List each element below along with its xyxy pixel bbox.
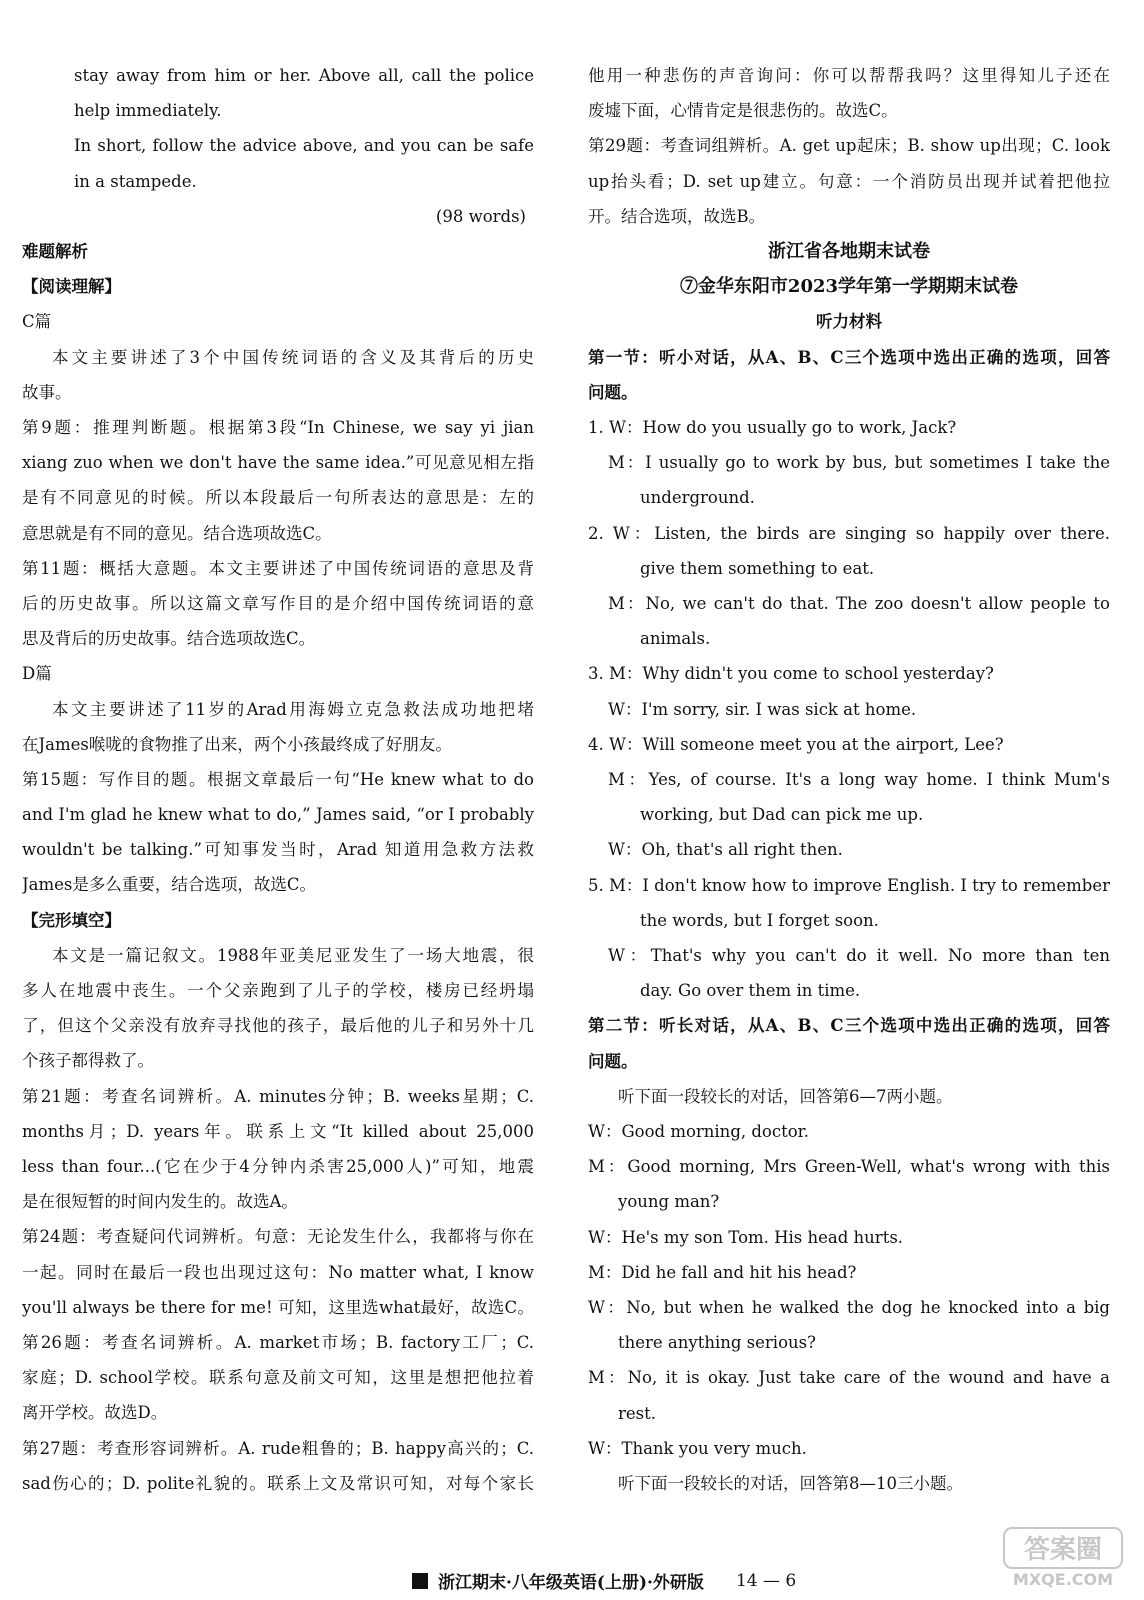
right-column-line: 听下面一段较长的对话，回答第6—7两小题。 bbox=[618, 1086, 953, 1106]
left-column-line: 【阅读理解】 bbox=[22, 277, 121, 297]
right-column-line: 第二节：听长对话，从A、B、C三个选项中选出正确的选项，回答 bbox=[588, 1016, 1110, 1036]
right-column-line: M：Did he fall and hit his head? bbox=[588, 1262, 857, 1282]
right-column-line: M：I usually go to work by bus, but sometimes I take the bbox=[608, 453, 1110, 473]
left-column-line: 第21题：考查名词辨析。A. minutes分钟；B. weeks星期；C. bbox=[22, 1086, 534, 1106]
left-column-line: 离开学校。故选D。 bbox=[22, 1403, 168, 1423]
right-column-line: W：Thank you very much. bbox=[588, 1438, 807, 1458]
left-column-line: less than four...(它在少于4分钟内杀害25,000人)”可知，地震 bbox=[22, 1157, 534, 1177]
left-column-line: 第15题：写作目的题。根据文章最后一句“He knew what to do bbox=[22, 769, 534, 789]
left-column-line: D篇 bbox=[22, 664, 52, 684]
left-column-line: help immediately. bbox=[74, 101, 222, 121]
left-column-line: 一起。同时在最后一段也出现过这句：No matter what, I know bbox=[22, 1262, 534, 1282]
page-footer bbox=[412, 1568, 796, 1593]
right-column-line: W：He's my son Tom. His head hurts. bbox=[588, 1227, 904, 1247]
right-column-line: 问题。 bbox=[588, 1051, 638, 1071]
left-column-line: months月；D. years年。联系上文“It killed about 25,000 bbox=[22, 1121, 534, 1141]
left-column-line: 第27题：考查形容词辨析。A. rude粗鲁的；B. happy高兴的；C. bbox=[22, 1438, 534, 1458]
left-column-line: 第9题：推理判断题。根据第3段“In Chinese, we say yi jian bbox=[22, 417, 534, 437]
left-column-line: 第11题：概括大意题。本文主要讲述了中国传统词语的意思及背 bbox=[22, 558, 534, 578]
right-column-line: M：Yes, of course. It's a long way home. I think Mum's bbox=[608, 769, 1110, 789]
page-number: 14 — 6 bbox=[735, 1570, 797, 1591]
right-column-line: 5. M：I don't know how to improve English. I try to remember bbox=[588, 875, 1110, 895]
left-column-line: xiang zuo when we don't have the same idea.”可见意见相左指 bbox=[22, 453, 534, 473]
left-column-line: 在James喉咙的食物推了出来，两个小孩最终成了好朋友。 bbox=[22, 734, 452, 754]
right-column-line: M：No, it is okay. Just take care of the wound and have a bbox=[588, 1368, 1110, 1388]
right-column-line: 第29题：考查词组辨析。A. get up起床；B. show up出现；C. look bbox=[588, 136, 1110, 156]
right-column-line: give them something to eat. bbox=[640, 558, 875, 578]
left-column-line: in a stampede. bbox=[74, 171, 197, 191]
left-column-line: 思及背后的历史故事。结合选项故选C。 bbox=[22, 629, 316, 649]
left-column-line: 了，但这个父亲没有放弃寻找他的孩子，最后他的儿子和另外十几 bbox=[22, 1016, 534, 1036]
left-column-line: 意思就是有不同的意见。结合选项故选C。 bbox=[22, 523, 332, 543]
left-column-line: and I'm glad he knew what to do,” James said, “or I probably bbox=[22, 805, 534, 825]
left-column-line: 后的历史故事。所以这篇文章写作目的是介绍中国传统词语的意 bbox=[22, 593, 534, 613]
right-column-line: ⑦金华东阳市2023学年第一学期期末试卷 bbox=[679, 276, 1019, 298]
right-column-line: 1. W：How do you usually go to work, Jack? bbox=[588, 417, 957, 437]
right-column-line: 开。结合选项，故选B。 bbox=[588, 206, 766, 226]
right-column-line: working, but Dad can pick me up. bbox=[640, 805, 924, 825]
watermark-line1: 答案圈 bbox=[1023, 1535, 1103, 1565]
footer-title: 浙江期末·八年级英语(上册)·外研版 bbox=[438, 1573, 704, 1593]
left-column-line: 是在很短暂的时间内发生的。故选A。 bbox=[22, 1192, 298, 1212]
left-column-line: 第24题：考查疑问代词辨析。句意：无论发生什么，我都将与你在 bbox=[22, 1227, 534, 1247]
right-column-line: 他用一种悲伤的声音询问：你可以帮帮我吗？这里得知儿子还在 bbox=[588, 66, 1110, 85]
right-column-line: W：I'm sorry, sir. I was sick at home. bbox=[608, 699, 917, 719]
right-column-line: 听下面一段较长的对话，回答第8—10三小题。 bbox=[618, 1473, 963, 1493]
right-column-line: up抬头看；D. set up建立。句意：一个消防员出现并试着把他拉 bbox=[588, 171, 1110, 191]
right-column-line: 3. M：Why didn't you come to school yesterday? bbox=[588, 664, 994, 684]
right-column-line: there anything serious? bbox=[618, 1333, 816, 1353]
right-column-line: 废墟下面，心情肯定是很悲伤的。故选C。 bbox=[588, 101, 898, 121]
right-column-line: W：That's why you can't do it well. No more than ten bbox=[608, 945, 1110, 965]
left-column-line: you'll always be there for me! 可知，这里选what最好，故选C。 bbox=[22, 1297, 534, 1317]
left-column bbox=[22, 58, 534, 1501]
left-column-line: 个孩子都得救了。 bbox=[22, 1051, 154, 1071]
left-column-line: sad伤心的；D. polite礼貌的。联系上文及常识可知，对每个家长 bbox=[22, 1473, 534, 1493]
left-column-line: 本文主要讲述了11岁的Arad用海姆立克急救法成功地把堵 bbox=[52, 699, 534, 719]
right-column-line: 4. W：Will someone meet you at the airport, Lee? bbox=[588, 734, 1004, 754]
right-column-line: M：Good morning, Mrs Green-Well, what's wrong with this bbox=[588, 1157, 1110, 1177]
right-column-line: M：No, we can't do that. The zoo doesn't allow people to bbox=[608, 593, 1110, 613]
right-column-line: 浙江省各地期末试卷 bbox=[768, 240, 930, 262]
left-column-line: 本文是一篇记叙文。1988年亚美尼亚发生了一场大地震，很 bbox=[52, 945, 534, 965]
right-column-line: day. Go over them in time. bbox=[640, 981, 861, 1001]
left-column-line: 本文主要讲述了3个中国传统词语的含义及其背后的历史 bbox=[52, 347, 534, 367]
left-column-line: In short, follow the advice above, and you can be safe bbox=[74, 136, 534, 156]
left-column-line: 第26题：考查名词辨析。A. market市场；B. factory工厂；C. bbox=[22, 1332, 534, 1352]
right-column-line: W：Oh, that's all right then. bbox=[608, 840, 843, 860]
watermark-logo bbox=[1002, 1524, 1124, 1590]
left-column-line: wouldn't be talking.”可知事发当时，Arad 知道用急救方法救 bbox=[22, 840, 534, 860]
right-column-line: the words, but I forget soon. bbox=[640, 910, 879, 930]
left-column-line: stay away from him or her. Above all, call the police bbox=[74, 66, 534, 85]
right-column-line: 问题。 bbox=[588, 382, 638, 402]
watermark-line2: MXQE.COM bbox=[1012, 1570, 1114, 1589]
right-column-line: W：No, but when he walked the dog he knocked into a big bbox=[588, 1297, 1110, 1317]
left-column-line: 多人在地震中丧生。一个父亲跑到了儿子的学校，楼房已经坍塌 bbox=[22, 981, 534, 1001]
left-column-line: 家庭；D. school学校。联系句意及前文可知，这里是想把他拉着 bbox=[22, 1368, 534, 1388]
right-column-line: 第一节：听小对话，从A、B、C三个选项中选出正确的选项，回答 bbox=[588, 347, 1110, 367]
left-column-line: 难题解析 bbox=[22, 241, 88, 261]
left-column-line: James是多么重要，结合选项，故选C。 bbox=[22, 875, 316, 895]
right-column-line: rest. bbox=[618, 1403, 656, 1423]
right-column bbox=[588, 58, 1110, 1501]
right-column-line: W：Good morning, doctor. bbox=[588, 1121, 809, 1141]
right-column-line: animals. bbox=[640, 629, 711, 649]
left-column-line: 是有不同意见的时候。所以本段最后一句所表达的意思是：左的 bbox=[22, 488, 534, 508]
left-column-line: C篇 bbox=[22, 312, 52, 332]
left-column-line: 故事。 bbox=[22, 382, 72, 402]
right-column-line: 听力材料 bbox=[816, 312, 882, 332]
left-column-line: (98 words) bbox=[435, 206, 526, 226]
right-column-line: young man? bbox=[618, 1192, 720, 1212]
left-column-line: 【完形填空】 bbox=[22, 910, 121, 930]
right-column-line: 2. W：Listen, the birds are singing so happily over there. bbox=[588, 523, 1110, 543]
right-column-line: underground. bbox=[640, 488, 755, 508]
footer-square-icon bbox=[412, 1573, 428, 1589]
